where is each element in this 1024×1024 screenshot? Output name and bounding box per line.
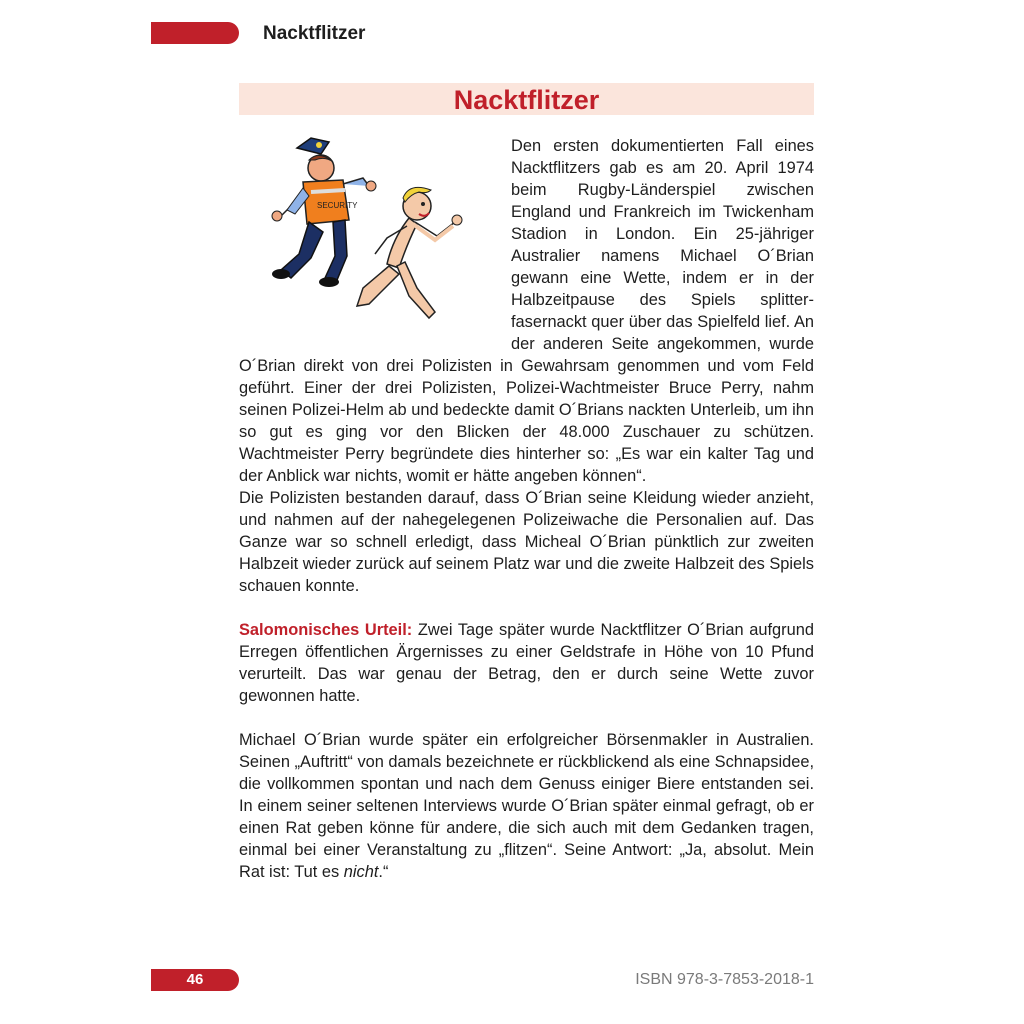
closing-end: .“ — [378, 863, 389, 881]
security-badge-text: SECURITY — [317, 201, 358, 210]
running-title: Nacktflitzer — [263, 23, 366, 44]
illustration-wrap-area — [239, 135, 511, 355]
closing-paragraph — [239, 729, 814, 883]
article-body — [239, 135, 814, 883]
verdict-label: Salomonisches Urteil: — [239, 621, 413, 639]
header-tab — [151, 22, 239, 44]
article-title: Nacktflitzer — [453, 85, 600, 115]
closing-text: Michael O´Brian wurde später ein erfolgreicher Börsenmakler in Australien. Seinen „Auftritt“ von damals bezeichnete er rückblickend als eine Schnapsidee, die vollkommen spontan und nach dem Genuss einiger Biere entstanden sei. In einem seiner seltenen Interviews wurde O´Brian später einmal gefragt, ob er einen Rat geben könne für andere, die sich auch mit dem Gedanken tragen, einmal bei einer Veranstaltung zu „flitzen“. Seine Antwort: „Ja, absolut. Mein Rat ist: Tut es — [239, 731, 814, 881]
closing-emphasis: nicht — [343, 863, 379, 881]
article-paragraph: Den ersten dokumentierten Fall eines Nacktflitzers gab es am 20. April 1974 beim Rugby-Länderspiel zwischen England und Frankreich im Twickenham Stadion in London. Ein 25-jähriger Australier namens Michael O´Brian gewann eine Wette, indem er in der Halbzeitpause des Spiels splitterfasernackt quer über das Spielfeld lief. An der anderen Seite angekommen, wurde O´Brian direkt von drei Polizisten in Gewahrsam genommen und vom Feld geführt. Einer der drei Polizisten, Polizei-Wachtmeister Bruce Perry, nahm seinen Polizei-Helm ab und bedeckte damit O´Brians nackten Unterleib, um ihn so gut es ging vor den Blicken der 48.000 Zuschauer zu schützen. Wachtmeister Perry begründete dies hinterher so: „Es war ein kalter Tag und der Anblick war nichts, womit er hätte angeben können“. — [239, 137, 814, 485]
page-number: 46 — [151, 969, 239, 991]
verdict-paragraph — [239, 619, 814, 707]
article-paragraph: Die Polizisten bestanden darauf, dass O´Brian seine Kleidung wieder anzieht, und nahmen auf der nahegelegenen Polizeiwache die Personalien auf. Das Ganze war so schnell erledigt, dass Micheal O´Brian pünktlich zur zweiten Halbzeit wieder zurück auf seinem Platz war und die zweite Halbzeit des Spiels schauen konnte. — [239, 489, 814, 595]
verdict-text: Zwei Tage später wurde Nacktflitzer O´Brian aufgrund Erregen öffentlichen Ärgernisses zu einer Geldstrafe in Höhe von 10 Pfund verurteilt. Das war genau der Betrag, den er durch seine Wette zuvor gewonnen hatte. — [239, 621, 814, 705]
isbn: ISBN 978-3-7853-2018-1 — [635, 971, 814, 988]
